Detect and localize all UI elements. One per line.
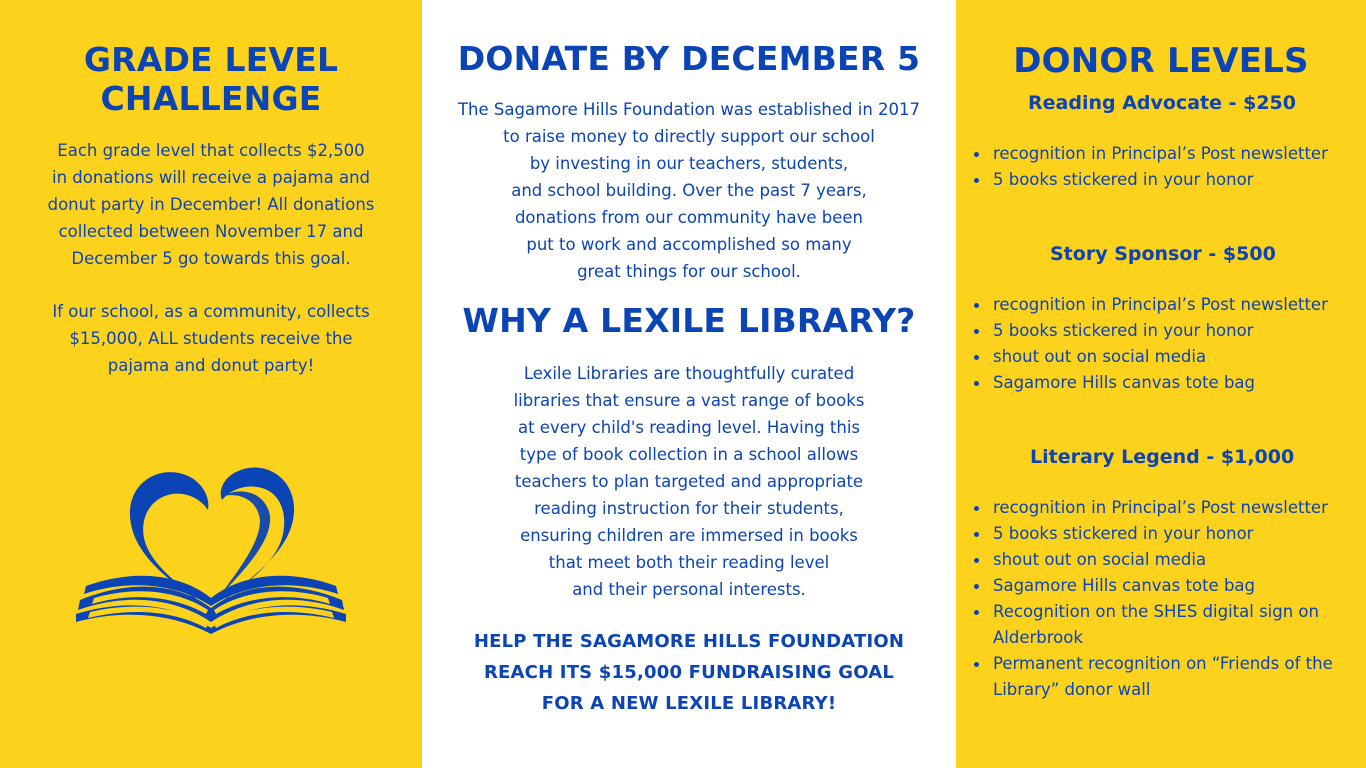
benefit-item: Sagamore Hills canvas tote bag xyxy=(993,370,1366,396)
donate-panel xyxy=(422,0,956,768)
foundation-description: The Sagamore Hills Foundation was established in 2017 to raise money to directly support our school by investing in our teachers, students, and school building. Over the past 7 years, donations from our community have been put to work and accomplished so many great things for our school. xyxy=(457,100,921,281)
grade-level-panel xyxy=(0,0,422,768)
donor-level-name: Reading Advocate - $250 xyxy=(1028,92,1296,114)
donor-level-benefits xyxy=(970,141,1366,193)
benefit-item: Sagamore Hills canvas tote bag xyxy=(993,573,1366,599)
lexile-library-title: WHY A LEXILE LIBRARY? xyxy=(462,301,916,340)
donor-level-name: Literary Legend - $1,000 xyxy=(1030,446,1295,468)
fundraising-call-to-action: HELP THE SAGAMORE HILLS FOUNDATION REACH ITS $15,000 FUNDRAISING GOAL FOR A NEW LEXILE LIBRARY! xyxy=(473,631,905,714)
benefit-item: shout out on social media xyxy=(993,547,1366,573)
donor-level-benefits xyxy=(970,292,1366,396)
benefit-item: recognition in Principal’s Post newsletter xyxy=(993,495,1366,521)
lexile-library-description: Lexile Libraries are thoughtfully curated libraries that ensure a vast range of books at every child's reading level. Having this type of book collection in a school allows teachers to plan targeted and appropriate reading instruction for their students, ensuring children are immersed in books that meet both their reading level and their personal interests. xyxy=(513,364,865,599)
benefit-item: 5 books stickered in your honor xyxy=(993,521,1366,547)
grade-level-description: Each grade level that collects $2,500 in donations will receive a pajama and donut party in December! All donations collected between November 17 and December 5 go towards this goal. xyxy=(47,141,375,268)
benefit-item: recognition in Principal’s Post newsletter xyxy=(993,292,1366,318)
school-goal-description: If our school, as a community, collects $15,000, ALL students receive the pajama and donut party! xyxy=(52,302,370,375)
benefit-item: Recognition on the SHES digital sign on Alderbrook xyxy=(993,599,1366,651)
benefit-item: 5 books stickered in your honor xyxy=(993,318,1366,344)
donate-deadline-title: DONATE BY DECEMBER 5 xyxy=(457,39,921,78)
benefit-item: Permanent recognition on “Friends of the Library” donor wall xyxy=(993,651,1366,703)
donor-level-benefits xyxy=(970,495,1366,703)
benefit-item: 5 books stickered in your honor xyxy=(993,167,1366,193)
benefit-item: recognition in Principal’s Post newsletter xyxy=(993,141,1366,167)
donor-levels-title: DONOR LEVELS xyxy=(1013,41,1309,81)
grade-level-title: GRADE LEVEL CHALLENGE xyxy=(83,40,339,118)
heart-book-icon xyxy=(74,458,348,636)
donor-level-name: Story Sponsor - $500 xyxy=(1050,243,1276,265)
benefit-item: shout out on social media xyxy=(993,344,1366,370)
donor-levels-panel xyxy=(956,0,1366,768)
